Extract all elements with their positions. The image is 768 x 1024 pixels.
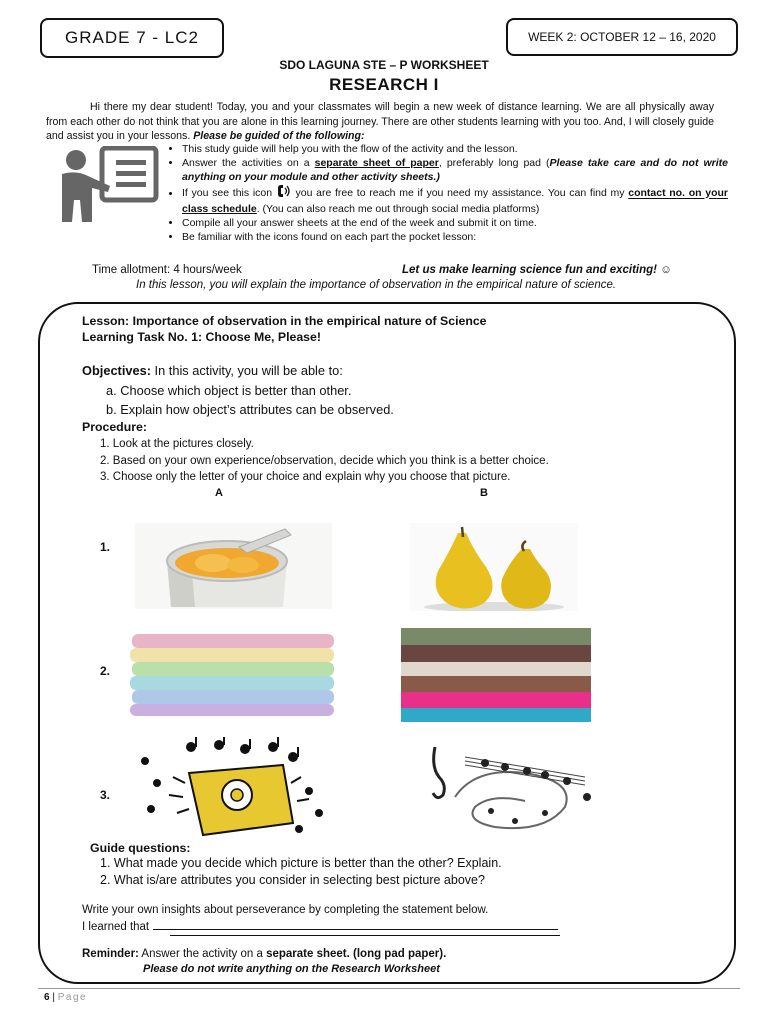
pastel-towels-image: [128, 632, 338, 716]
insight-instruction: Write your own insights about perseverance by completing the statement below.: [82, 904, 489, 916]
item-number-1: 1.: [100, 540, 111, 554]
objective-a: a. Choose which object is better than other.: [106, 383, 352, 398]
bullet-note: Please take care and do not write anything on your module and other activity sheets.): [182, 156, 729, 183]
objectives-label: Objectives:: [82, 363, 151, 378]
footer-rule: [38, 988, 740, 989]
column-a-label: A: [215, 487, 223, 499]
week-text: WEEK 2: OCTOBER 12 – 16, 2020: [528, 30, 716, 44]
page-number: [44, 992, 87, 1003]
answer-line-2[interactable]: [170, 935, 560, 936]
objectives-line: [82, 363, 343, 378]
time-allotment: Time allotment: 4 hours/week: [92, 264, 242, 276]
learned-line: [82, 919, 558, 933]
phone-icon: [276, 184, 292, 203]
bullet-text: you are free to reach me if you need my assistance. You can find my: [291, 187, 629, 200]
page-number-value: 6: [44, 992, 50, 1003]
guide-label: Guide questions:: [90, 841, 191, 855]
task-title: Learning Task No. 1: Choose Me, Please!: [82, 330, 321, 344]
noisy-speaker-image: [133, 737, 345, 838]
item-number-2: 2.: [100, 664, 111, 678]
list-item: [182, 184, 728, 217]
reminder-line: [82, 948, 446, 960]
colorful-towels-image: [401, 628, 591, 722]
intro-text: Hi there my dear student! Today, you and your classmates will begin a new week of distance learning. We are all physically away from each other do not think that you are alone in this learning journey. There are other students learning with you too. And, I will closely guide and assist you in your lessons.: [46, 101, 714, 142]
bullet-text: Answer the activities on a: [182, 156, 315, 169]
list-item: [182, 231, 728, 245]
teacher-board-icon: [52, 146, 160, 222]
intro-guided: Please be guided of the following:: [193, 130, 365, 142]
bullet-text: If you see this icon: [182, 187, 276, 200]
procedure-step-2: 2. Based on your own experience/observation, decide which you think is a better choice.: [100, 455, 549, 467]
grade-text: GRADE 7 - LC2: [65, 28, 199, 47]
guide-question-1: 1. What made you decide which picture is better than the other? Explain.: [100, 856, 502, 870]
bullet-emphasis: separate sheet of paper: [314, 156, 439, 169]
reminder-label: Reminder:: [82, 948, 139, 960]
instruction-list: [168, 143, 728, 245]
bullet-emphasis: contact no. on your class schedule: [182, 187, 728, 216]
column-b-label: B: [480, 487, 488, 499]
page-separator: |: [49, 992, 58, 1003]
reminder-note: Please do not write anything on the Research Worksheet: [143, 963, 440, 975]
subject-title: RESEARCH I: [329, 75, 439, 94]
lesson-objective-line: In this lesson, you will explain the importance of observation in the empirical nature of science.: [136, 279, 617, 291]
fresh-pears-image: [410, 523, 578, 611]
week-label: [506, 18, 738, 56]
grade-label: [40, 18, 224, 58]
procedure-label: Procedure:: [82, 420, 147, 434]
bullet-text: Be familiar with the icons found on each part the pocket lesson:: [182, 230, 477, 243]
intro-paragraph: [46, 100, 714, 144]
reminder-text: Answer the activity on a: [138, 948, 267, 960]
page-label: Page: [57, 992, 88, 1003]
bullet-text: , preferably long pad (: [438, 156, 550, 169]
procedure-step-3: 3. Choose only the letter of your choice and explain why you choose that picture.: [100, 471, 511, 483]
objective-b: b. Explain how object’s attributes can be observed.: [106, 402, 394, 417]
learned-prompt: I learned that: [82, 921, 150, 933]
list-item: [182, 217, 728, 231]
lesson-title: Lesson: Importance of observation in the empirical nature of Science: [82, 314, 487, 328]
reminder-emphasis: separate sheet. (long pad paper).: [266, 948, 447, 960]
objectives-intro: In this activity, you will be able to:: [151, 363, 343, 378]
school-heading: SDO LAGUNA STE – P WORKSHEET: [279, 58, 489, 72]
list-item: [182, 157, 728, 185]
fun-slogan: Let us make learning science fun and exciting! ☺: [402, 264, 672, 276]
canned-pears-image: [135, 523, 332, 609]
answer-line[interactable]: [153, 919, 558, 930]
item-number-3: 3.: [100, 788, 111, 802]
bullet-text: . (You can also reach me out through social media platforms): [256, 203, 540, 216]
bullet-text: Compile all your answer sheets at the end of the week and submit it on time.: [182, 216, 537, 229]
list-item: [182, 143, 728, 157]
guide-question-2: 2. What is/are attributes you consider in selecting best picture above?: [100, 873, 485, 887]
procedure-step-1: 1. Look at the pictures closely.: [100, 438, 254, 450]
bullet-text: This study guide will help you with the flow of the activity and the lesson.: [182, 143, 518, 155]
music-notes-swirl-image: [395, 737, 619, 838]
